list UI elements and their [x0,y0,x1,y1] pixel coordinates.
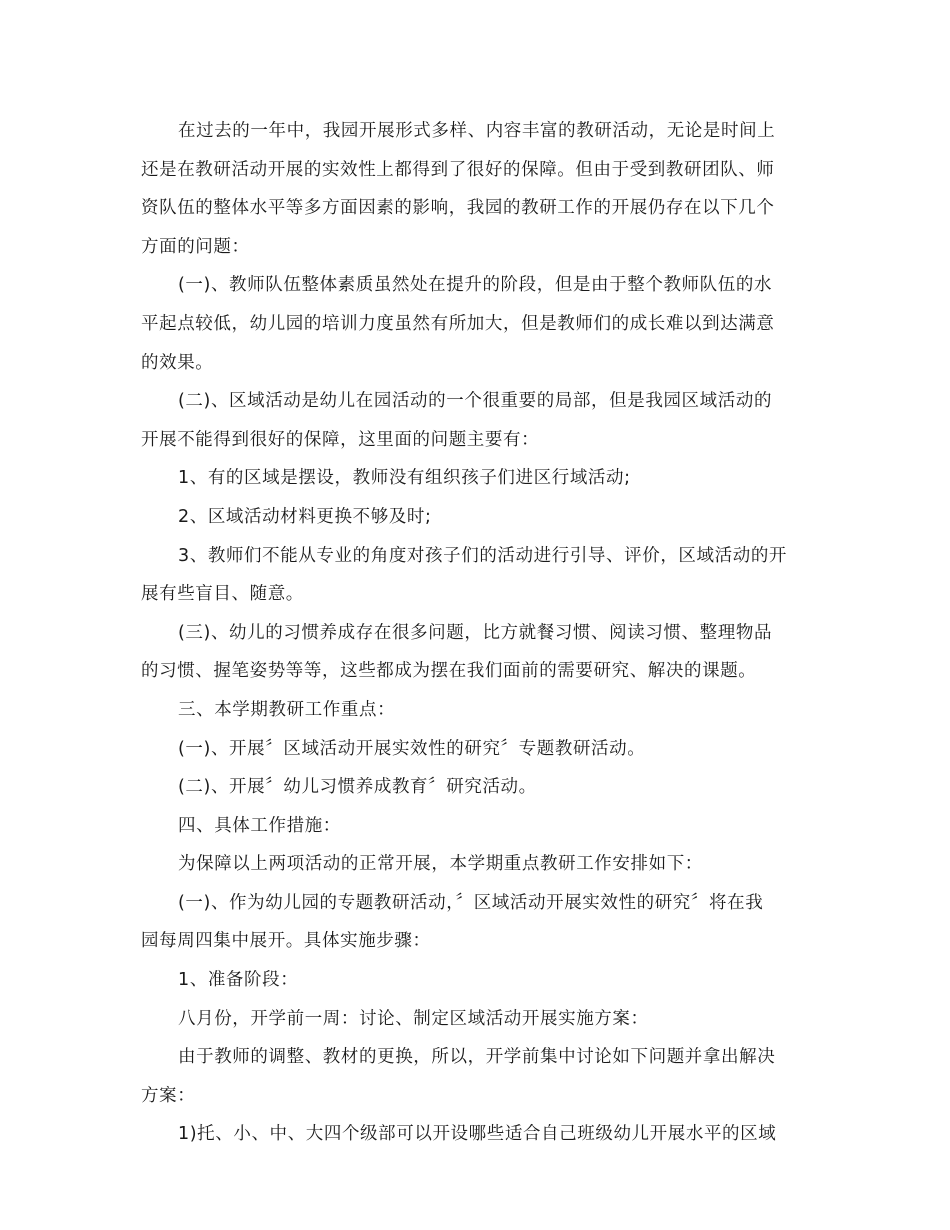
text-line: 3、教师们不能从专业的角度对孩子们的活动进行引导、评价，区域活动的开 [178,545,788,566]
text-line: 1、有的区域是摆设，教师没有组织孩子们进区行域活动; [178,468,631,489]
text-line: 展有些盲目、随意。 [141,584,304,605]
text-line: 平起点较低，幼儿园的培训力度虽然有所加大，但是教师们的成长难以到达满意 [141,313,775,334]
document-body [141,112,821,1154]
section-heading: 三、本学期教研工作重点： [178,699,396,720]
text-line: 园每周四集中展开。具体实施步骤： [141,931,431,952]
text-line: 的习惯、握笔姿势等等，这些都成为摆在我们面前的需要研究、解决的课题。 [141,661,757,682]
text-line: 方案： [141,1085,196,1106]
text-line: 八月份，开学前一周：讨论、制定区域活动开展实施方案： [178,1008,649,1029]
text-line: 的效果。 [141,352,214,373]
text-line: 还是在教研活动开展的实效性上都得到了很好的保障。但由于受到教研团队、师 [141,159,775,180]
text-line: 资队伍的整体水平等多方面因素的影响，我园的教研工作的开展仍存在以下几个 [141,198,775,219]
text-line: 在过去的一年中，我园开展形式多样、内容丰富的教研活动，无论是时间上 [178,121,776,141]
text-line: (二)、开展〞幼儿习惯养成教育〞研究活动。 [178,777,537,798]
section-heading: 四、具体工作措施： [178,815,341,836]
text-line: (一)、开展〞区域活动开展实效性的研究〞专题教研活动。 [178,738,646,759]
text-line: 1)托、小、中、大四个级部可以开设哪些适合自己班级幼儿开展水平的区域 [178,1124,777,1145]
text-line: 方面的问题： [141,236,250,257]
text-line: 1、准备阶段： [178,970,299,991]
text-line: (三)、幼儿的习惯养成存在很多问题，比方就餐习惯、阅读习惯、整理物品 [178,622,773,643]
text-line: 由于教师的调整、教材的更换，所以，开学前集中讨论如下问题并拿出解决 [178,1047,776,1068]
text-line: 为保障以上两项活动的正常开展，本学期重点教研工作安排如下： [178,854,703,875]
text-line: (一)、教师队伍整体素质虽然处在提升的阶段，但是由于整个教师队伍的水 [178,275,773,296]
text-line: 开展不能得到很好的保障，这里面的问题主要有： [141,429,540,450]
text-line: (一)、作为幼儿园的专题教研活动，〞区域活动开展实效性的研究〞将在我 [178,892,764,913]
text-line: 2、区域活动材料更换不够及时; [178,506,432,527]
text-line: (二)、区域活动是幼儿在园活动的一个很重要的局部，但是我园区域活动的 [178,391,773,412]
